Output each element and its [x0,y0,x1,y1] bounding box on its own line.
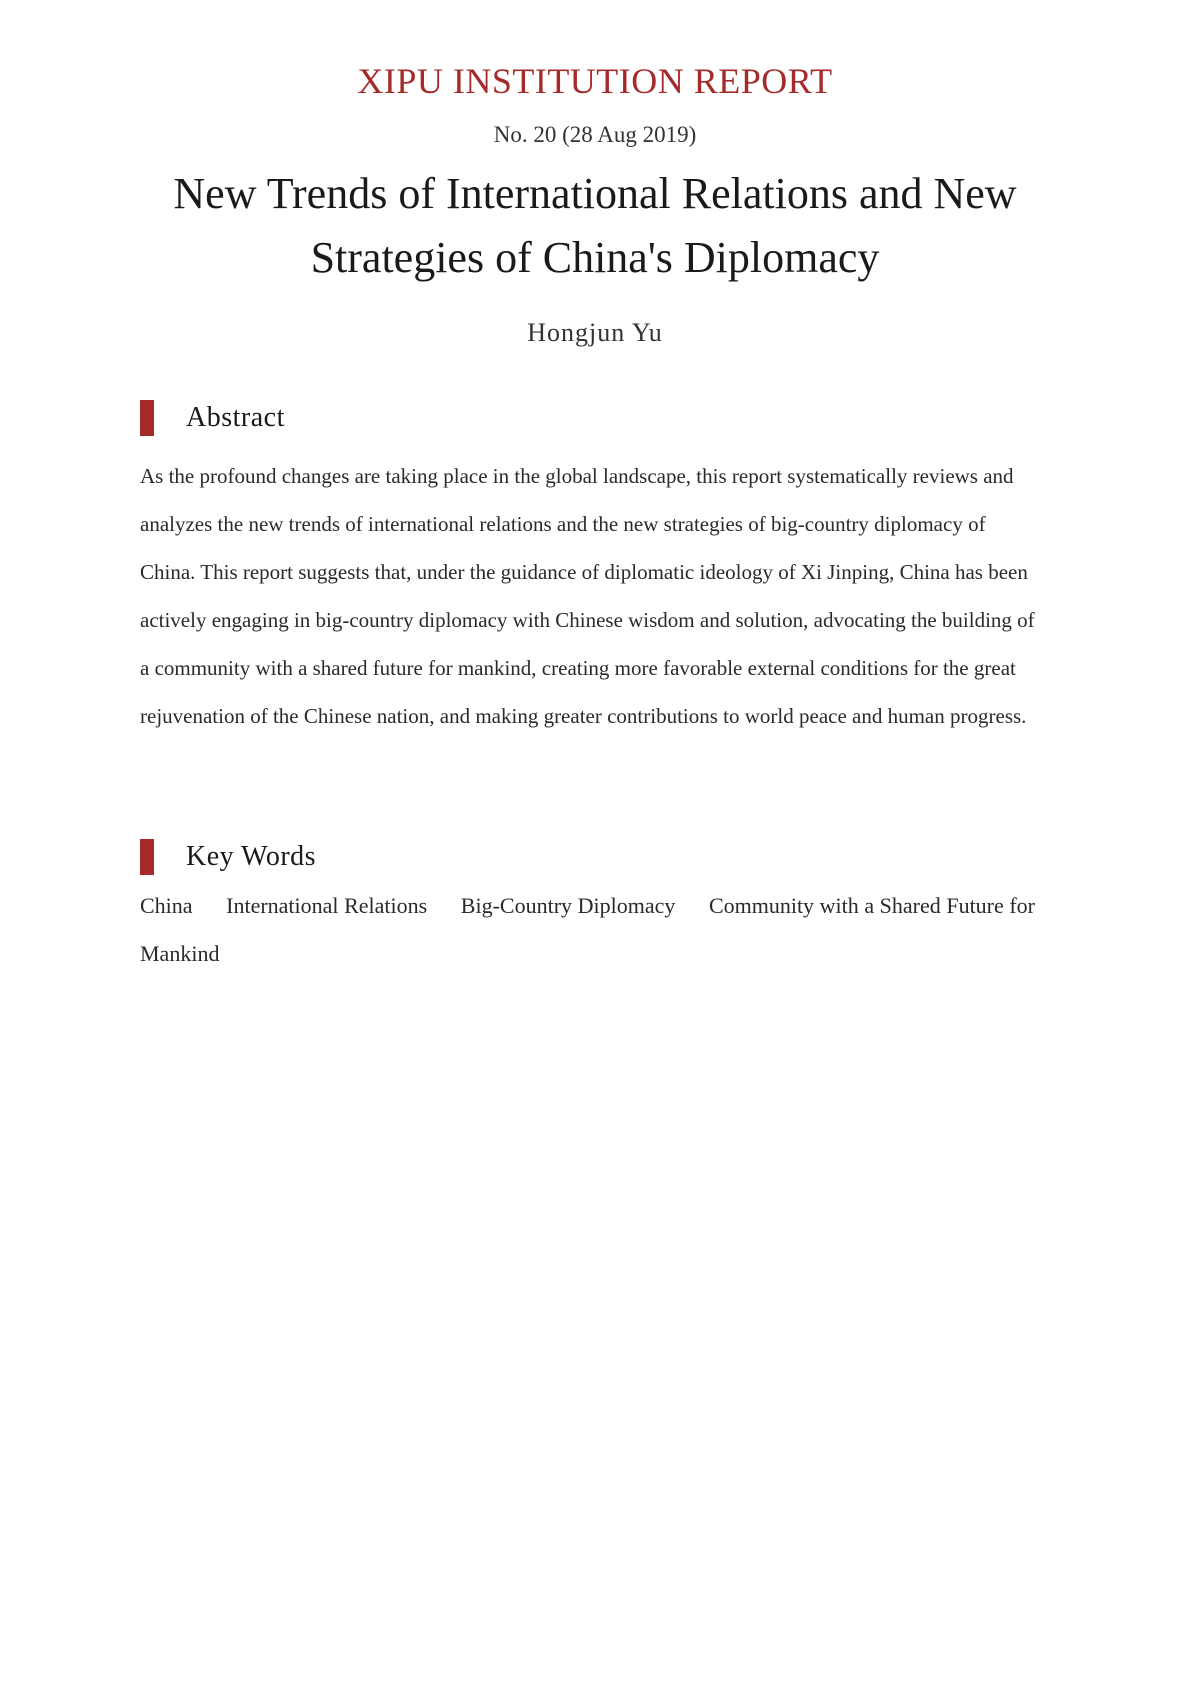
abstract-heading [140,400,285,436]
keyword-item: Big-Country Diplomacy [460,893,676,918]
report-number-date: No. 20 (28 Aug 2019) [493,122,697,147]
keywords-accent-bar [140,839,154,875]
abstract-text: As the profound changes are taking place in the global landscape, this report systematically reviews and analyzes the new trends of international relations and the new strategies of big-country diplomacy of China. This report suggests that, under the guidance of diplomatic ideology of Xi Jinping, China has been actively engaging in big-country diplomacy with Chinese wisdom and solution, advocating the building of a community with a shared future for mankind, creating more favorable external conditions for the great rejuvenation of the Chinese nation, and making greater contributions to world peace and human progress. [140,464,1035,728]
author-name: Hongjun Yu [527,318,663,347]
keyword-item: International Relations [226,893,428,918]
report-title: New Trends of International Relations and New Strategies of China's Diplomacy [173,169,1017,282]
abstract-heading-label: Abstract [186,402,285,433]
keywords-heading [140,839,316,875]
keyword-item: Community with a Shared Future for Mankind [140,893,1036,966]
report-series-title: XIPU INSTITUTION REPORT [357,61,833,101]
keyword-item: China [140,893,193,918]
abstract-accent-bar [140,400,154,436]
keywords-list [140,882,1035,978]
keywords-heading-label: Key Words [186,841,317,872]
